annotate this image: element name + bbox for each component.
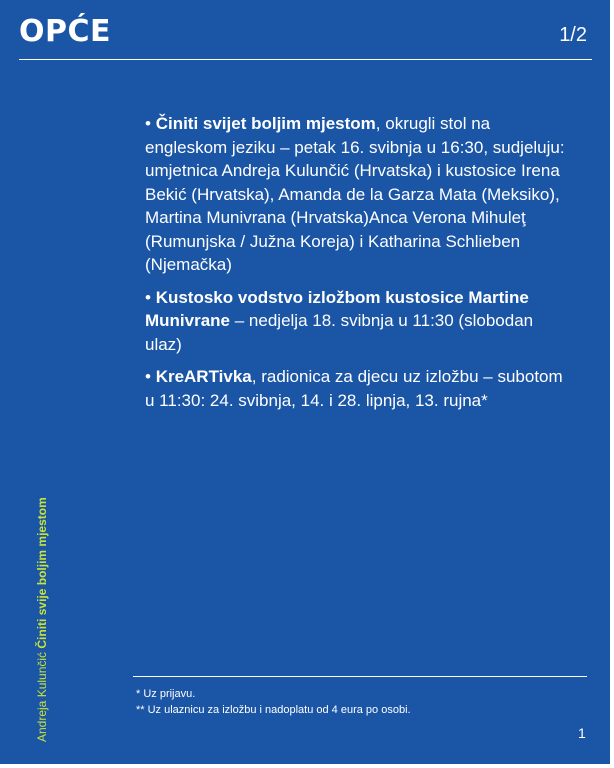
footnotes: [136, 686, 411, 718]
footnote: * Uz prijavu.: [136, 688, 196, 700]
event-list: [145, 112, 565, 421]
event-details: , radionica za djecu uz izložbu – subotom u 11:30: 24. svibnja, 14. i 28. lipnja, 13. rujna*: [145, 367, 563, 410]
page-number: 1: [578, 725, 586, 741]
page-indicator: 1/2: [559, 24, 587, 46]
event-title: Činiti svijet boljim mjestom: [155, 114, 376, 133]
side-caption: [35, 497, 49, 742]
page-title: OPĆE: [19, 14, 111, 49]
side-caption-author: Andreja Kulunčić: [35, 648, 49, 742]
footer-divider: [133, 676, 587, 677]
footnote: ** Uz ulaznicu za izložbu i nadoplatu od 4 eura po osobi.: [136, 704, 411, 716]
side-caption-title: Činiti svije boljim mjestom: [35, 497, 49, 649]
bullet: •: [145, 287, 156, 307]
event-title: Kustosko vodstvo izložbom kustosice Martine Munivrane: [145, 287, 529, 330]
event-item-guided-tour: [145, 286, 565, 357]
event-title: KreARTivka: [155, 367, 252, 386]
header-divider: [19, 59, 592, 60]
event-details: , okrugli stol na engleskom jeziku – petak 16. svibnja u 16:30, sudjeluju: umjetnica Andreja Kulunčić (Hrvatska) i kustosice Irena Bekić (Hrvatska), Amanda de la Garza Mata (Meksiko), Martina Munivrana (Hrvatska)Anca Verona Mihuleţ (Rumunjska / Južna Koreja) i Katharina Schlieben (Njemačka): [145, 114, 565, 274]
event-item-workshop: [145, 365, 565, 412]
event-details: – nedjelja 18. svibnja u 11:30 (slobodan ulaz): [145, 311, 534, 354]
bullet: •: [145, 367, 156, 386]
bullet: •: [145, 114, 156, 133]
event-item-roundtable: [145, 112, 565, 277]
